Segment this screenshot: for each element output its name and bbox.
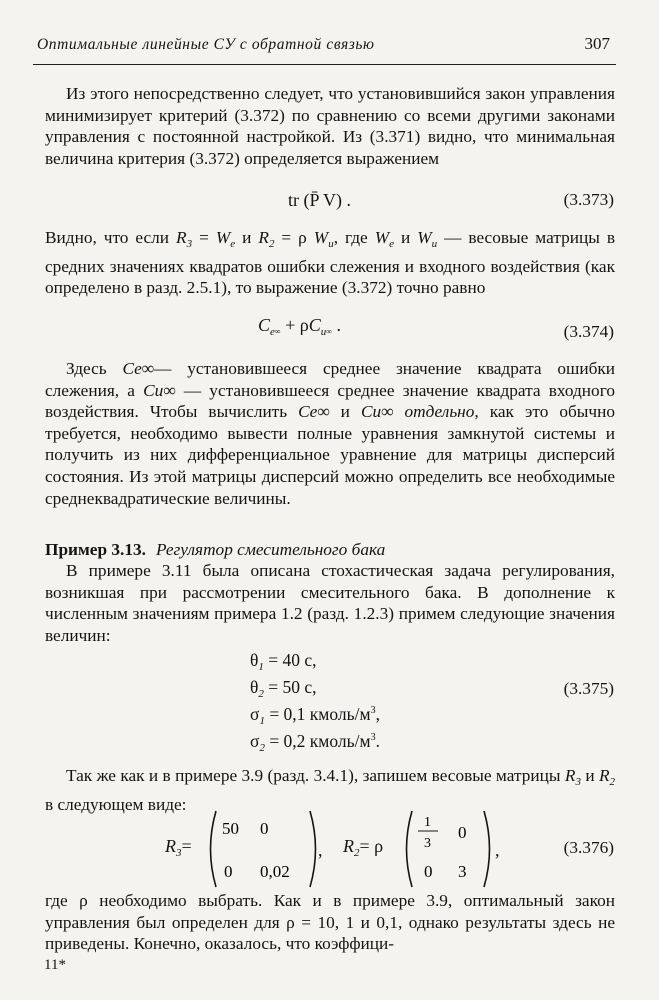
parameter-theta-2: $\theta_2 = 50$ с, xyxy=(250,677,317,700)
matrix-r2-cell: 0 xyxy=(458,823,467,842)
paragraph-3: Здесь Ce∞— установившееся среднее значение квадрата ошибки слежения, а Cu∞ — установившееся среднее значение квадрата входного воздействия. Чтобы вычислить Ce∞ и Cu∞ отдельно, как это обычно требуется, необходимо вывести полные уравнения замкнутой системы и получить из них дифференциальное уравнение для матрицы дисперсий состояния. Из этой матрицы дисперсий можно определить все необходимые среднеквадратические величины. xyxy=(45,359,616,508)
matrix-r2-fraction-denominator: 3 xyxy=(424,836,431,851)
signature-mark: 11* xyxy=(44,957,66,973)
matrix-r3-label: $R_3=$ xyxy=(165,836,192,859)
matrix-r3-cell: 0 xyxy=(260,819,269,838)
equation-number-3-376: (3.376) xyxy=(563,838,614,857)
matrix-r2-cell: 3 xyxy=(458,862,467,881)
header-rule xyxy=(33,64,616,65)
matrix-r2-comma: , xyxy=(495,840,500,860)
parameter-sigma-1: $\sigma_1 = 0,1$ кмоль/$м^3$, xyxy=(250,704,380,727)
paragraph-1: Из этого непосредственно следует, что установившийся закон управления минимизирует критерий (3.372) по сравнению со всеми другими законами управления с постоянной настройкой. Из (3.371) видно, что минимальная величина критерия (3.372) определяется выражением xyxy=(45,84,615,168)
paragraph-6: где ρ необходимо выбрать. Как и в примере 3.9, оптимальный закон управления был определен для ρ = 10, 1 и 0,1, однако результаты здесь не приведены. Конечно, оказалось, что коэффици- xyxy=(45,891,615,954)
paragraph-2: Видно, что если $R_3 = W_e$ и $R_2 = \rho$ $W_u$, где $W_e$ и $W_u$ — весовые матрицы в средних значениях квадратов ошибки слежения и входного воздействия (как определено в разд. 2.5.1), то выражение (3.372) точно равно xyxy=(45,228,615,298)
matrix-r3-comma: , xyxy=(318,840,323,860)
matrix-r2-cell: 0 xyxy=(424,862,433,881)
equation-number-3-374: (3.374) xyxy=(563,322,614,341)
parameter-sigma-2: $\sigma_2 = 0,2$ кмоль/$м^3$. xyxy=(250,731,380,754)
running-title: Оптимальные линейные СУ с обратной связью xyxy=(37,36,375,53)
matrix-r3-cell: 0 xyxy=(224,862,233,881)
parameter-theta-1: $\theta_1 = 40$ с, xyxy=(250,650,317,673)
equation-number-3-373: (3.373) xyxy=(563,190,614,209)
page-number: 307 xyxy=(584,34,610,53)
equation-3-374: $C_e\infty + \rho C_u\infty$ . xyxy=(258,315,341,338)
paragraph-4: В примере 3.11 была описана стохастическая задача регулирования, возникшая при рассмотрении смесительного бака. В дополнение к численным значениям примера 1.2 (разд. 1.2.3) примем следующие значения величин: xyxy=(45,561,615,645)
example-heading: Пример 3.13. Регулятор смесительного бака xyxy=(45,540,386,559)
matrix-r3 xyxy=(204,808,322,890)
equation-number-3-375: (3.375) xyxy=(563,679,614,698)
matrix-r2-fraction-numerator: 1 xyxy=(424,815,431,830)
matrix-r3-cell: 50 xyxy=(222,819,239,838)
matrix-r2 xyxy=(400,808,496,890)
matrix-r3-cell: 0,02 xyxy=(260,862,290,881)
matrix-r2-label: $R_2= \rho$ xyxy=(343,836,384,859)
equation-3-373: tr (P̄ V) . xyxy=(288,190,351,210)
paragraph-5: Так же как и в примере 3.9 (разд. 3.4.1), запишем весовые матрицы $R_3$ и $R_2$ в следующем виде: xyxy=(45,766,616,814)
